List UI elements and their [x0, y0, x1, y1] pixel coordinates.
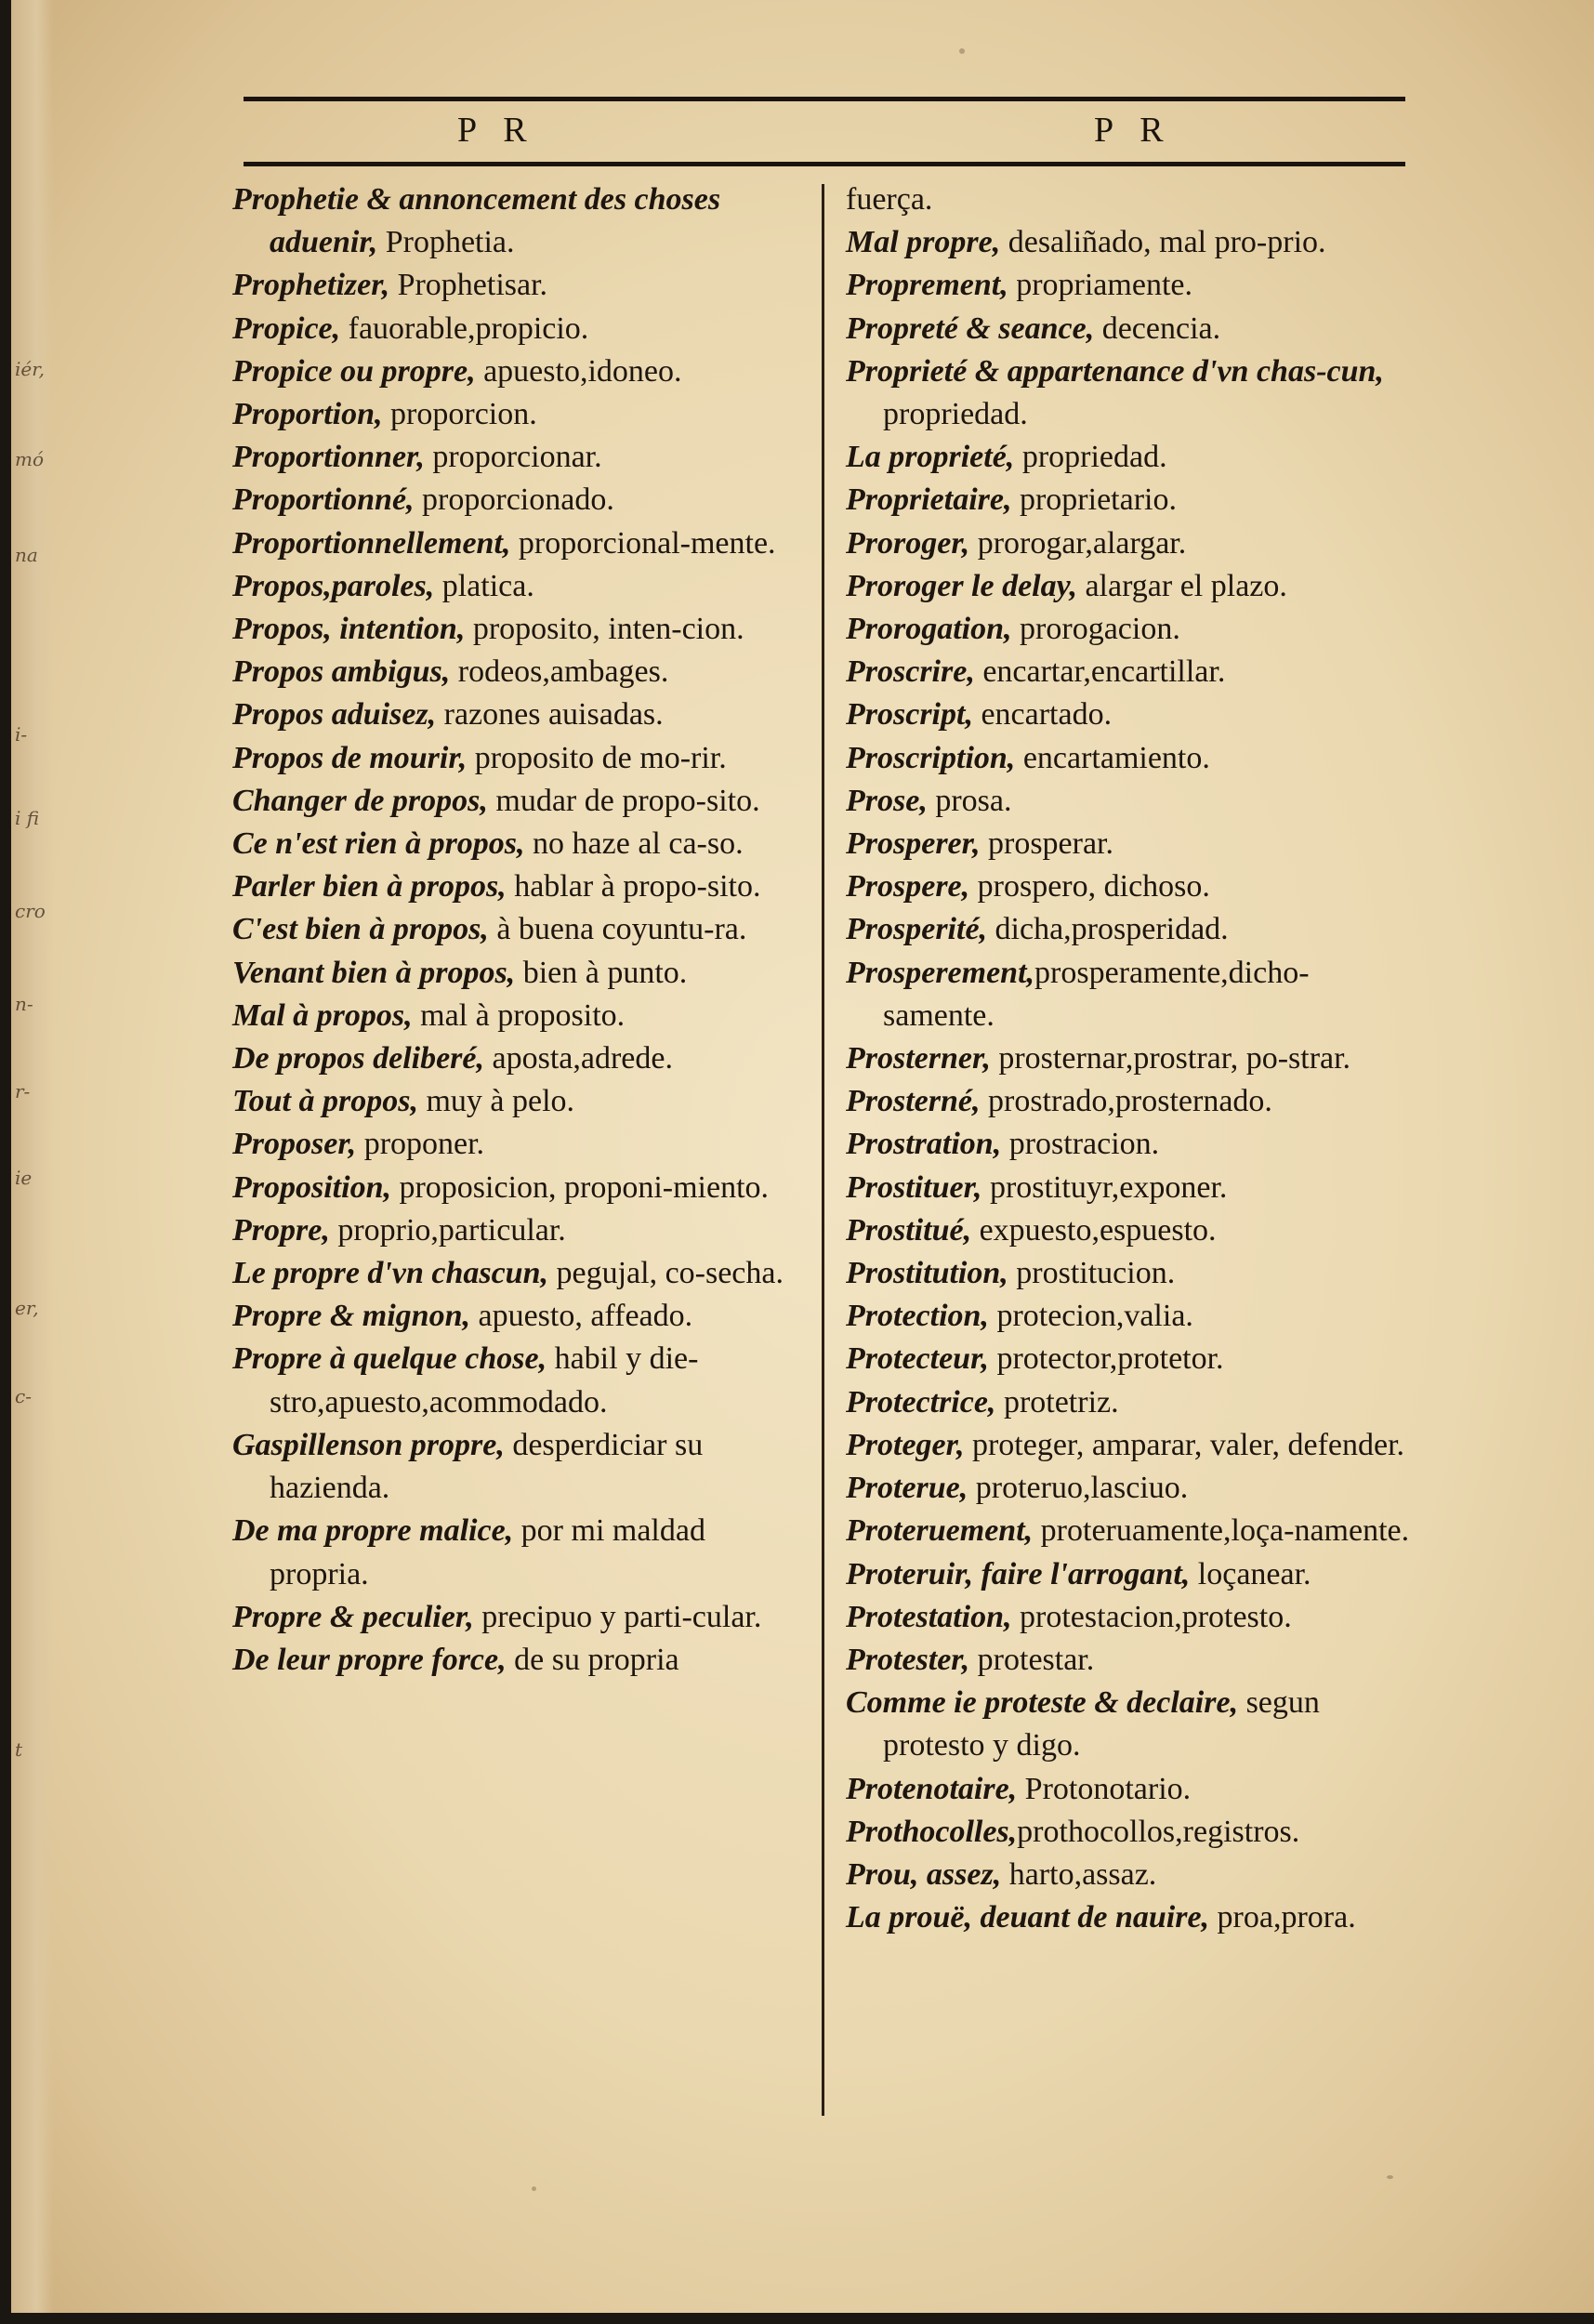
entry-headword: Prosperer, [846, 826, 981, 862]
dictionary-entry [232, 522, 807, 565]
entry-headword: Prostituer, [846, 1169, 982, 1205]
entry-translation: encartar,encartillar. [974, 654, 1226, 690]
entry-headword: Proroger, [846, 525, 970, 561]
dictionary-entry [846, 1424, 1413, 1467]
dictionary-entry [846, 1467, 1413, 1510]
entry-translation: prospero, dichoso. [969, 869, 1210, 905]
dictionary-entry [232, 1123, 807, 1166]
paper-speck [1387, 2175, 1393, 2179]
entry-translation: proprio,particular. [329, 1212, 566, 1248]
entry-translation: fuerça. [846, 182, 933, 217]
entry-translation: habil y die-stro,apuesto,acommodado. [270, 1341, 699, 1419]
entry-headword: Proteruement, [846, 1513, 1034, 1549]
entry-headword: Protestation, [846, 1599, 1012, 1634]
dictionary-entry [232, 350, 807, 393]
dictionary-entry [846, 522, 1413, 565]
entry-translation: prosperamente,dicho-samente. [883, 955, 1310, 1033]
entry-headword: Prostitué, [846, 1212, 972, 1248]
entry-headword: Propre à quelque chose, [232, 1341, 547, 1377]
dictionary-entry [232, 823, 807, 865]
entry-translation: decencia. [1094, 310, 1221, 346]
entry-translation: expuesto,espuesto. [971, 1212, 1217, 1248]
entry-translation: Prophetisar. [389, 268, 548, 303]
margin-fragment: i fi [15, 807, 40, 829]
dictionary-entry [846, 350, 1413, 436]
entry-headword: Prorogation, [846, 612, 1012, 647]
entry-translation: prosa. [927, 783, 1012, 818]
entry-headword: Proscript, [846, 697, 973, 733]
paper-speck [959, 48, 965, 54]
entry-translation: protestacion,protesto. [1011, 1599, 1292, 1634]
dictionary-entry [846, 1167, 1413, 1209]
dictionary-entry [232, 1252, 807, 1295]
entry-translation: Prophetia. [377, 225, 515, 260]
dictionary-entry [846, 565, 1413, 608]
entry-translation: prosperar. [980, 826, 1114, 862]
entry-headword: Prosperement, [846, 955, 1035, 990]
dictionary-entry [846, 780, 1413, 823]
entry-headword: De leur propre force, [232, 1642, 507, 1677]
column-divider [822, 184, 824, 2116]
dictionary-entry [846, 1295, 1413, 1338]
dictionary-entry [846, 1639, 1413, 1682]
dictionary-entry [232, 952, 807, 995]
entry-translation: razones auisadas. [436, 697, 664, 733]
entry-translation: harto,assaz. [1001, 1856, 1157, 1892]
entry-translation: prostitucion. [1008, 1256, 1176, 1291]
left-column [232, 178, 807, 1682]
entry-headword: Protester, [846, 1642, 970, 1677]
entry-translation: proponer. [356, 1127, 485, 1162]
dictionary-entry [232, 1338, 807, 1423]
entry-translation: proporcional-mente. [510, 525, 776, 561]
entry-translation: pegujal, co-secha. [548, 1256, 784, 1291]
entry-translation: propriamente. [1008, 268, 1192, 303]
entry-translation: protetriz. [995, 1384, 1119, 1419]
dictionary-entry [232, 995, 807, 1037]
entry-headword: Proposition, [232, 1169, 391, 1205]
entry-translation: prorogacion. [1011, 612, 1180, 647]
dictionary-entry [846, 823, 1413, 865]
entry-headword: Propos de mourir, [232, 740, 468, 775]
dictionary-entry [846, 264, 1413, 307]
dictionary-entry [846, 952, 1413, 1037]
dictionary-entry [232, 608, 807, 651]
dictionary-entry [232, 1209, 807, 1252]
entry-translation: fauorable,propicio. [340, 310, 589, 346]
entry-headword: Mal à propos, [232, 997, 413, 1033]
dictionary-entry [232, 908, 807, 951]
entry-translation: propriedad. [1014, 440, 1167, 475]
entry-headword: Protection, [846, 1299, 989, 1334]
entry-headword: Proportionner, [232, 440, 425, 475]
entry-translation: apuesto, affeado. [469, 1299, 693, 1334]
dictionary-entry [846, 1381, 1413, 1424]
entry-headword: Protenotaire, [846, 1771, 1018, 1806]
entry-headword: C'est bien à propos, [232, 912, 489, 947]
entry-translation: proteger, amparar, valer, defender. [964, 1427, 1405, 1462]
entry-translation: mudar de propo-sito. [487, 783, 760, 818]
entry-headword: Gaspillenson propre, [232, 1427, 505, 1462]
entry-headword: Proposer, [232, 1127, 357, 1162]
margin-fragment: na [15, 544, 38, 566]
margin-fragment: cro [15, 900, 46, 922]
entry-headword: Prothocolles, [846, 1814, 1018, 1849]
entry-translation: por mi maldad propria. [270, 1513, 705, 1591]
entry-headword: Proteruir, faire l'arrogant, [846, 1556, 1191, 1591]
entry-headword: Prosperité, [846, 912, 988, 947]
entry-translation: proteruo,lasciuo. [968, 1471, 1189, 1506]
book-page [11, 0, 1594, 2313]
entry-translation: proa,prora. [1209, 1900, 1356, 1935]
entry-headword: Proprement, [846, 268, 1008, 303]
dictionary-entry [846, 221, 1413, 264]
margin-fragment: mó [15, 448, 45, 470]
running-head-left: P R [457, 111, 536, 150]
entry-headword: Propreté & seance, [846, 310, 1095, 346]
entry-headword: Propos aduisez, [232, 697, 437, 733]
entry-translation: mal à proposito. [412, 997, 626, 1033]
entry-headword: Propre, [232, 1212, 330, 1248]
dictionary-entry [846, 1896, 1413, 1939]
entry-translation: de su propria [506, 1642, 679, 1677]
entry-translation: rodeos,ambages. [450, 654, 669, 690]
entry-translation: aposta,adrede. [484, 1041, 673, 1076]
entry-headword: Proterue, [846, 1471, 968, 1506]
entry-headword: Proportion, [232, 397, 383, 432]
entry-headword: Propre & mignon, [232, 1299, 470, 1334]
entry-translation: protector,protetor. [988, 1341, 1224, 1377]
entry-headword: Prostitution, [846, 1256, 1008, 1291]
entry-translation: à buena coyuntu-ra. [488, 912, 747, 947]
entry-headword: Mal propre, [846, 225, 1001, 260]
entry-translation: precipuo y parti-cular. [473, 1599, 762, 1634]
entry-translation: proporcionado. [414, 482, 614, 518]
entry-headword: Protectrice, [846, 1384, 996, 1419]
entry-headword: Venant bien à propos, [232, 955, 516, 990]
dictionary-entry [846, 308, 1413, 350]
entry-translation: prothocollos,registros. [1017, 1814, 1300, 1849]
dictionary-entry [846, 1510, 1413, 1552]
dictionary-entry [232, 1037, 807, 1080]
entry-translation: prostrado,prosternado. [980, 1084, 1272, 1119]
entry-translation: dicha,prosperidad. [987, 912, 1229, 947]
right-column [846, 178, 1413, 1939]
entry-headword: Propice, [232, 310, 341, 346]
entry-headword: Proprieté & appartenance d'vn chas-cun, [846, 353, 1384, 389]
margin-fragment: c- [15, 1385, 32, 1407]
entry-headword: Propos ambigus, [232, 654, 451, 690]
entry-headword: Ce n'est rien à propos, [232, 826, 525, 862]
entry-translation: loçanear. [1190, 1556, 1311, 1591]
entry-translation: bien à punto. [515, 955, 688, 990]
dictionary-entry [846, 178, 1413, 221]
entry-translation: alargar el plazo. [1076, 568, 1287, 603]
dictionary-entry [846, 737, 1413, 780]
facing-page-margin [11, 0, 54, 2313]
margin-fragment: er, [15, 1297, 39, 1319]
dictionary-entry [846, 865, 1413, 908]
dictionary-entry [232, 1596, 807, 1639]
entry-headword: Proportionnellement, [232, 525, 511, 561]
entry-translation: encartado. [972, 697, 1113, 733]
entry-headword: Propice ou propre, [232, 353, 476, 389]
margin-fragment: t [15, 1738, 23, 1761]
dictionary-entry [232, 1510, 807, 1595]
entry-headword: Prou, assez, [846, 1856, 1002, 1892]
dictionary-entry [846, 1123, 1413, 1166]
entry-headword: Tout à propos, [232, 1084, 418, 1119]
header-rule [244, 162, 1405, 166]
dictionary-entry [846, 436, 1413, 479]
entry-headword: Propos, intention, [232, 612, 466, 647]
entry-translation: no haze al ca-so. [524, 826, 744, 862]
dictionary-entry [846, 651, 1413, 693]
entry-headword: Changer de propos, [232, 783, 488, 818]
entry-headword: Proportionné, [232, 482, 415, 518]
entry-headword: Proteger, [846, 1427, 965, 1462]
entry-headword: Comme ie proteste & declaire, [846, 1685, 1239, 1721]
entry-translation: segun protesto y digo. [883, 1685, 1320, 1763]
dictionary-entry [846, 1553, 1413, 1596]
entry-headword: Propre & peculier, [232, 1599, 474, 1634]
dictionary-entry [232, 178, 807, 264]
dictionary-entry [846, 479, 1413, 522]
entry-headword: Proscription, [846, 740, 1016, 775]
dictionary-entry [232, 1639, 807, 1682]
dictionary-entry [846, 1252, 1413, 1295]
entry-headword: Prophetie & annoncement des choses aduenir, [232, 182, 721, 260]
paper-speck [532, 2186, 536, 2191]
entry-translation: apuesto,idoneo. [475, 353, 682, 389]
dictionary-entry [846, 1209, 1413, 1252]
entry-translation: prostituyr,exponer. [981, 1169, 1228, 1205]
entry-translation: platica. [434, 568, 534, 603]
top-rule [244, 97, 1405, 101]
entry-translation: prostracion. [1001, 1127, 1160, 1162]
entry-translation: protecion,valia. [988, 1299, 1193, 1334]
entry-translation: propriedad. [883, 397, 1028, 432]
entry-translation: prorogar,alargar. [969, 525, 1187, 561]
dictionary-entry [846, 1854, 1413, 1896]
entry-headword: Proprietaire, [846, 482, 1012, 518]
entry-translation: proteruamente,loça-namente. [1033, 1513, 1410, 1549]
margin-fragment: i- [15, 723, 28, 746]
entry-headword: Prophetizer, [232, 268, 390, 303]
entry-translation: proposicion, proponi-miento. [390, 1169, 770, 1205]
margin-fragment: n- [15, 993, 33, 1015]
dictionary-entry [846, 1596, 1413, 1639]
dictionary-entry [846, 608, 1413, 651]
dictionary-entry [232, 651, 807, 693]
margin-fragment: r- [15, 1080, 31, 1103]
dictionary-entry [232, 308, 807, 350]
entry-headword: La proprieté, [846, 440, 1015, 475]
dictionary-entry [846, 1037, 1413, 1080]
entry-headword: Prosterné, [846, 1084, 981, 1119]
dictionary-entry [232, 479, 807, 522]
entry-headword: Prospere, [846, 869, 970, 905]
entry-translation: proposito, inten-cion. [465, 612, 744, 647]
entry-headword: Prostration, [846, 1127, 1002, 1162]
dictionary-entry [232, 436, 807, 479]
dictionary-entry [846, 1682, 1413, 1767]
margin-fragment: ie [15, 1167, 33, 1189]
dictionary-entry [846, 1811, 1413, 1854]
dictionary-entry [846, 1080, 1413, 1123]
entry-translation: desaliñado, mal pro-prio. [1000, 225, 1326, 260]
dictionary-entry [232, 1295, 807, 1338]
entry-translation: encartamiento. [1015, 740, 1210, 775]
entry-headword: La prouë, deuant de nauire, [846, 1900, 1210, 1935]
entry-headword: Prosterner, [846, 1041, 991, 1076]
dictionary-entry [846, 1768, 1413, 1811]
entry-translation: Protonotario. [1017, 1771, 1192, 1806]
entry-headword: Prose, [846, 783, 928, 818]
entry-translation: prosternar,prostrar, po-strar. [990, 1041, 1351, 1076]
entry-headword: De ma propre malice, [232, 1513, 514, 1549]
dictionary-entry [232, 393, 807, 436]
dictionary-entry [232, 1424, 807, 1510]
entry-translation: proprietario. [1011, 482, 1177, 518]
entry-headword: Protecteur, [846, 1341, 989, 1377]
dictionary-entry [232, 565, 807, 608]
entry-headword: Le propre d'vn chascun, [232, 1256, 548, 1291]
dictionary-entry [232, 737, 807, 780]
entry-translation: protestar. [969, 1642, 1095, 1677]
entry-headword: Propos,paroles, [232, 568, 435, 603]
entry-translation: proporcionar. [424, 440, 602, 475]
entry-headword: Proroger le delay, [846, 568, 1077, 603]
entry-headword: Proscrire, [846, 654, 975, 690]
dictionary-entry [846, 908, 1413, 951]
dictionary-entry [232, 1080, 807, 1123]
entry-translation: desperdiciar su hazienda. [270, 1427, 704, 1506]
entry-translation: proposito de mo-rir. [467, 740, 727, 775]
dictionary-entry [846, 1338, 1413, 1380]
margin-fragment: iér, [15, 358, 45, 380]
dictionary-entry [232, 693, 807, 736]
entry-translation: hablar à propo-sito. [506, 869, 761, 905]
dictionary-entry [232, 264, 807, 307]
entry-translation: proporcion. [382, 397, 537, 432]
entry-headword: Parler bien à propos, [232, 869, 507, 905]
entry-headword: De propos deliberé, [232, 1041, 485, 1076]
dictionary-entry [232, 1167, 807, 1209]
dictionary-entry [846, 693, 1413, 736]
running-head-right: P R [1094, 111, 1173, 150]
entry-translation: muy à pelo. [417, 1084, 575, 1119]
dictionary-entry [232, 780, 807, 823]
dictionary-entry [232, 865, 807, 908]
